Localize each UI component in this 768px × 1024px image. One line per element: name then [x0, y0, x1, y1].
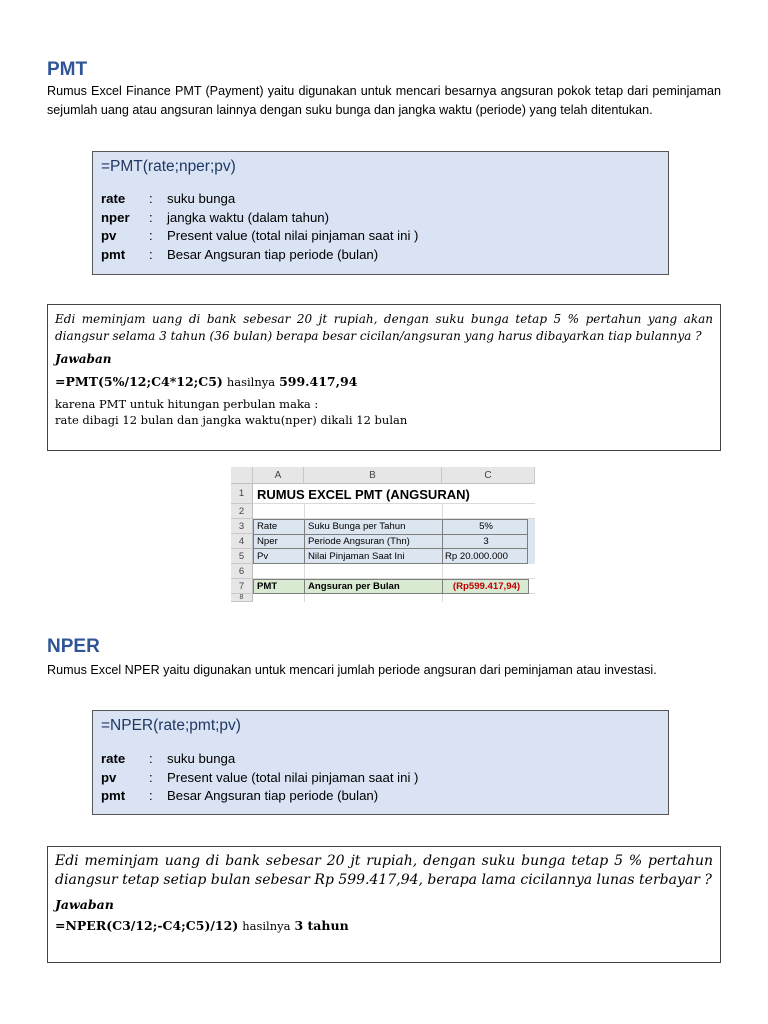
- nper-result-label: hasilnya: [242, 919, 291, 933]
- param-description: jangka waktu (dalam tahun): [167, 209, 330, 225]
- nper-example-box: [47, 846, 721, 963]
- param-description: suku bunga: [167, 191, 236, 206]
- cell-b7: Angsuran per Bulan: [308, 581, 400, 592]
- sheet-title: RUMUS EXCEL PMT (ANGSURAN): [257, 487, 470, 502]
- nper-param-row: [101, 787, 660, 806]
- param-name: pv: [101, 228, 117, 244]
- param-separator: :: [149, 246, 153, 262]
- spreadsheet-screenshot: [231, 467, 535, 602]
- pmt-formula: =PMT(rate;nper;pv): [101, 158, 236, 175]
- corner-cell: [231, 467, 253, 484]
- pmt-answer-line: [55, 373, 713, 391]
- column-header-a: A: [253, 467, 304, 484]
- param-description: suku bunga: [167, 751, 236, 766]
- param-name: pmt: [101, 788, 126, 804]
- cell-b5: Nilai Pinjaman Saat Ini: [308, 551, 405, 562]
- cell-b3: Suku Bunga per Tahun: [308, 521, 406, 532]
- row-header: 8: [231, 594, 253, 602]
- param-separator: :: [149, 228, 153, 244]
- row-header: 1: [231, 484, 253, 504]
- pmt-param-row: [101, 246, 660, 265]
- gridline: [253, 503, 535, 504]
- row-header: 6: [231, 564, 253, 579]
- column-header-c: C: [442, 467, 535, 484]
- nper-heading: NPER: [47, 636, 100, 657]
- nper-answer-label: Jawaban: [55, 897, 114, 912]
- pmt-example-question: Edi meminjam uang di bank sebesar 20 jt rupiah, dengan suku bunga tetap 5 % pertahun yang akan diangsur selama 3 tahun (36 bulan) berapa besar cicilan/angsuran yang harus dibayarkan tiap bulannya ?: [55, 312, 713, 343]
- nper-description: Rumus Excel NPER yaitu digunakan untuk mencari jumlah periode angsuran dari peminjaman atau investasi.: [47, 663, 657, 677]
- nper-formula: =NPER(rate;pmt;pv): [101, 717, 241, 734]
- nper-param-row: [101, 750, 660, 769]
- param-name: pmt: [101, 246, 126, 262]
- pmt-note-line-1: karena PMT untuk hitungan perbulan maka :: [55, 397, 319, 411]
- pmt-description: Rumus Excel Finance PMT (Payment) yaitu digunakan untuk mencari besarnya angsuran pokok tetap dari peminjaman sejumlah uang atau angsuran lainnya dengan suku bunga dan jangka waktu (periode) yang telah ditentukan.: [47, 84, 721, 117]
- param-separator: :: [149, 191, 153, 206]
- pmt-param-row: [101, 227, 660, 246]
- cell-b4: Periode Angsuran (Thn): [308, 536, 410, 547]
- param-separator: :: [149, 788, 153, 804]
- pmt-formula-box: [92, 151, 669, 275]
- pmt-result-value: 599.417,94: [279, 374, 358, 389]
- row-header: 4: [231, 534, 253, 549]
- cell-a7: PMT: [257, 581, 278, 592]
- row-header: 5: [231, 549, 253, 564]
- param-separator: :: [149, 769, 153, 785]
- cell-a4: Nper: [257, 536, 278, 547]
- pmt-example-box: [47, 304, 721, 451]
- param-description: Besar Angsuran tiap periode (bulan): [167, 246, 379, 262]
- param-separator: :: [149, 209, 153, 225]
- nper-answer-line: [55, 917, 713, 935]
- nper-param-row: [101, 769, 660, 788]
- pmt-answer-formula: =PMT(5%/12;C4*12;C5): [55, 374, 223, 389]
- param-name: rate: [101, 191, 126, 206]
- pmt-param-row: [101, 209, 660, 228]
- nper-example-question: Edi meminjam uang di bank sebesar 20 jt rupiah, dengan suku bunga tetap 5 % pertahun diangsur tetap setiap bulan sebesar Rp 599.417,94, berapa lama cicilannya lunas terbayar ?: [55, 853, 713, 888]
- cell-a3: Rate: [257, 521, 278, 532]
- pmt-note-line-2: rate dibagi 12 bulan dan jangka waktu(nper) dikali 12 bulan: [55, 413, 408, 427]
- param-name: pv: [101, 769, 117, 785]
- param-name: nper: [101, 209, 130, 225]
- cell-a5: Pv: [257, 551, 269, 562]
- column-header-b: B: [304, 467, 442, 484]
- pmt-heading: PMT: [47, 59, 88, 80]
- nper-result-value: 3 tahun: [294, 918, 349, 933]
- param-name: rate: [101, 751, 126, 766]
- pmt-result-label: hasilnya: [226, 375, 276, 389]
- nper-answer-formula: =NPER(C3/12;-C4;C5)/12): [55, 918, 239, 933]
- cell-c3: 5%: [479, 521, 493, 532]
- pmt-answer-label: Jawaban: [55, 352, 112, 366]
- row-header: 7: [231, 579, 253, 594]
- param-description: Present value (total nilai pinjaman saat ini ): [167, 769, 419, 785]
- cell-c7: (Rp599.417,94): [452, 581, 521, 592]
- nper-formula-box: [92, 710, 669, 815]
- pmt-note: [55, 396, 713, 428]
- param-description: Besar Angsuran tiap periode (bulan): [167, 788, 379, 804]
- row-header: 3: [231, 519, 253, 534]
- cell-c4: 3: [483, 536, 489, 547]
- pmt-param-row: [101, 190, 660, 209]
- cell-c5: Rp 20.000.000: [445, 551, 508, 562]
- param-description: Present value (total nilai pinjaman saat ini ): [167, 228, 419, 244]
- param-separator: :: [149, 751, 153, 766]
- row-header: 2: [231, 504, 253, 519]
